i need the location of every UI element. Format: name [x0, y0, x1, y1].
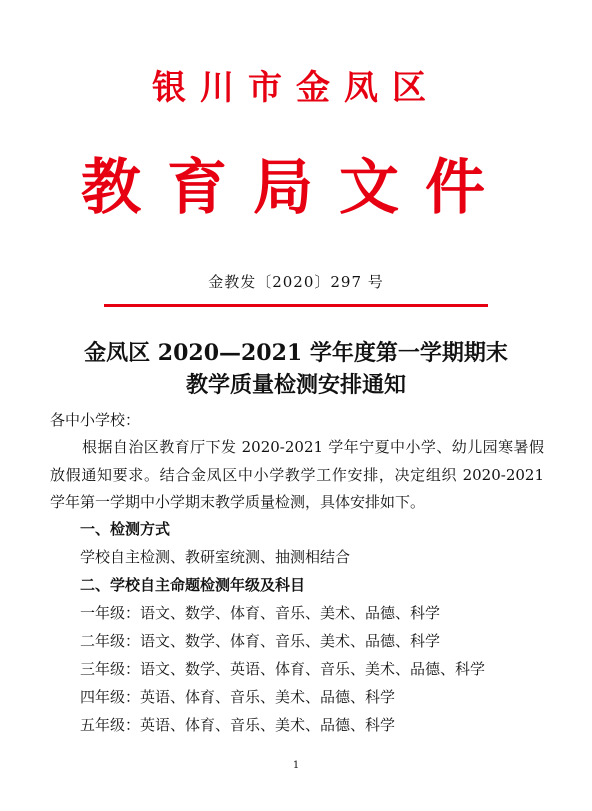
- issuer-name-line2: 教育局文件: [81, 153, 511, 223]
- issuer-name-line1: 银川市金凤区: [152, 68, 440, 108]
- section1-body: 学校自主检测、教研室统测、抽测相结合: [80, 548, 351, 566]
- salutation: 各中小学校：: [50, 411, 141, 429]
- section2-heading: 二、学校自主命题检测年级及科目: [80, 576, 306, 594]
- red-divider: [104, 304, 488, 307]
- grade-line-5: 五年级：英语、体育、音乐、美术、品德、科学: [80, 716, 396, 734]
- document-number: 金教发〔2020〕297 号: [208, 273, 384, 291]
- page-number: 1: [292, 760, 300, 771]
- section1-heading: 一、检测方式: [80, 520, 171, 538]
- grade-line-1: 一年级：语文、数学、体育、音乐、美术、品德、科学: [80, 604, 441, 622]
- document-title-line2: 教学质量检测安排通知: [185, 372, 406, 398]
- intro-paragraph: [50, 434, 544, 517]
- intro-paragraph-text: 根据自治区教育厅下发 2020-2021 学年宁夏中小学、幼儿园寒暑假放假通知要求。结合金凤区中小学教学工作安排，决定组织 2020-2021 学年第一学期中小学期末教学质量检测，具体安排如下。: [50, 438, 544, 511]
- grade-line-3: 三年级：语文、数学、英语、体育、音乐、美术、品德、科学: [80, 660, 486, 678]
- document-title-line1: 金凤区 2020—2021 学年度第一学期期末: [84, 340, 508, 366]
- grade-line-4: 四年级：英语、体育、音乐、美术、品德、科学: [80, 688, 396, 706]
- grade-line-2: 二年级：语文、数学、体育、音乐、美术、品德、科学: [80, 632, 441, 650]
